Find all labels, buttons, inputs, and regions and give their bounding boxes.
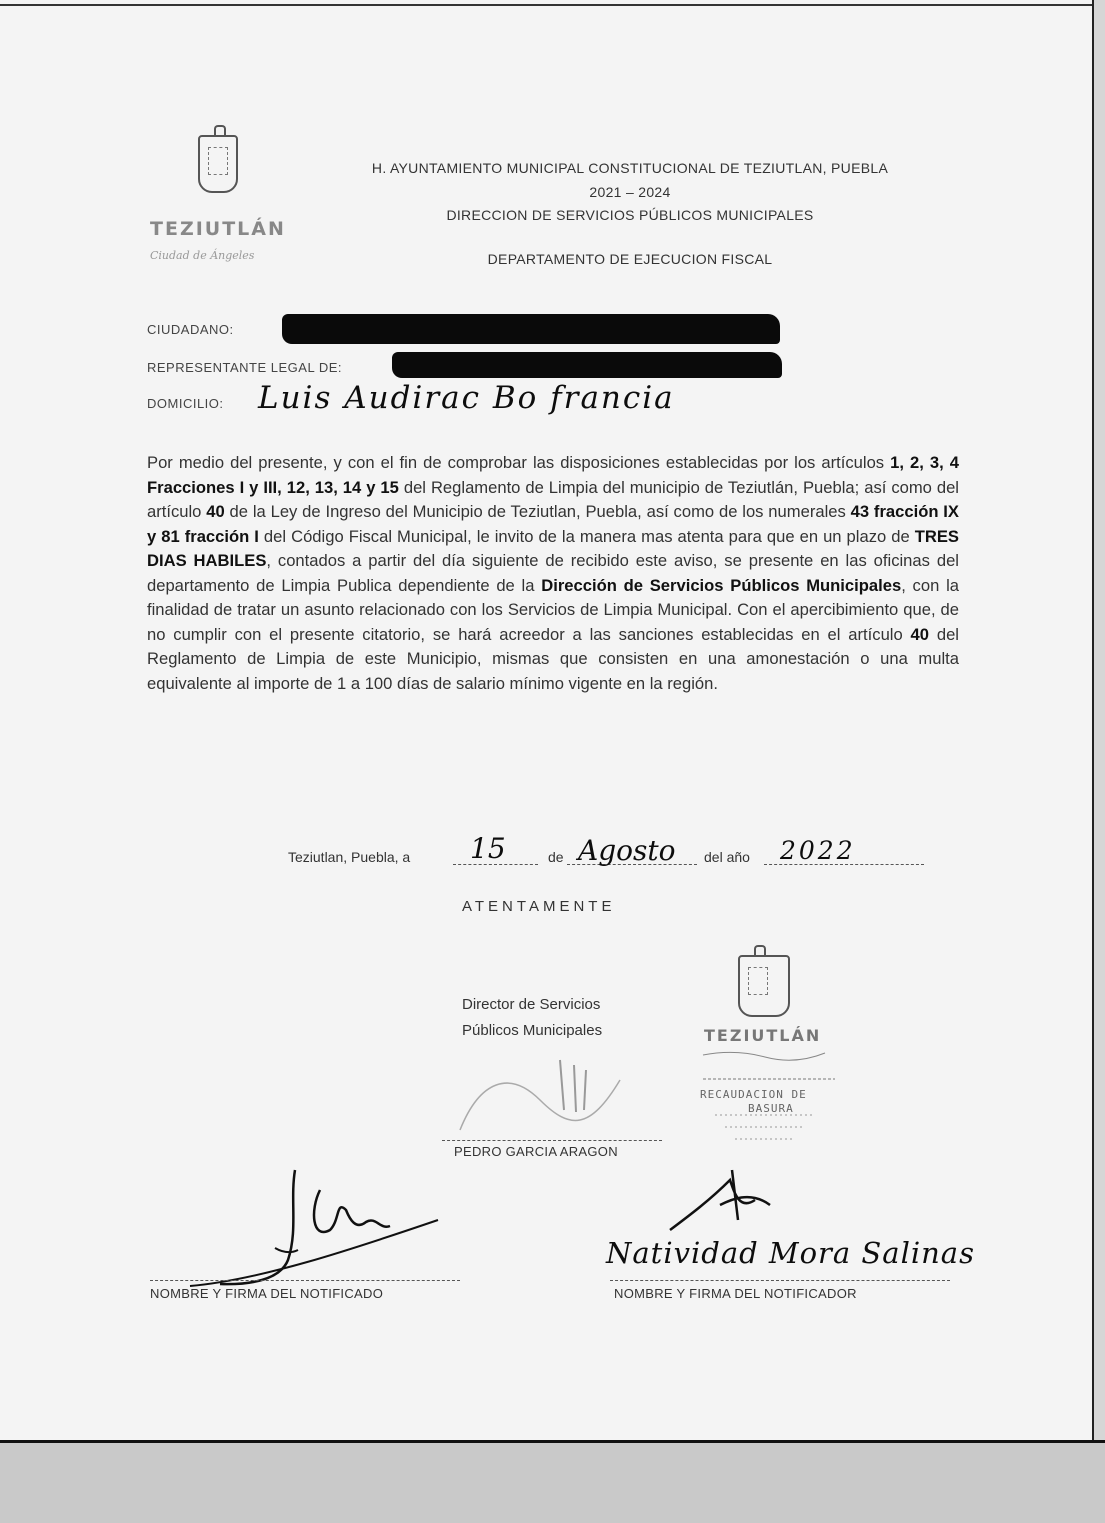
director-line-2: Públicos Municipales (462, 1022, 603, 1039)
ciudadano-redaction (282, 314, 780, 344)
director-name: PEDRO GARCIA ARAGON (454, 1144, 618, 1159)
logo-subtitle: Ciudad de Ángeles (150, 249, 255, 262)
header-direccion: DIRECCION DE SERVICIOS PÚBLICOS MUNICIPALES (446, 207, 814, 223)
body-text-4: del Código Fiscal Municipal, le invito de la manera mas atenta para que en un plazo de (258, 526, 915, 546)
header-ayuntamiento: H. AYUNTAMIENTO MUNICIPAL CONSTITUCIONAL DE TEZIUTLAN, PUEBLA (371, 160, 889, 176)
director-line-1: Director de Servicios (462, 996, 601, 1013)
body-text-6: , con la finalidad de tratar un asunto relacionado con los Servicios de Limpia Municipal. Con el apercibimiento que, de no cumplir con el presente citatorio, se hará acreedor a las sanciones establecidas en el artículo (147, 575, 959, 644)
stamp-title: TEZIUTLÁN (704, 1026, 822, 1045)
scan-bottom-margin (0, 1440, 1105, 1523)
notificador-label: NOMBRE Y FIRMA DEL NOTIFICADOR (614, 1286, 857, 1301)
body-bold-plazo: TRES DIAS HABILES (147, 526, 959, 570)
domicilio-label: DOMICILIO: (147, 396, 224, 411)
date-prefix: Teziutlan, Puebla, a (288, 849, 411, 865)
body-bold-articles: 1, 2, 3, 4 Fracciones I y III, 12, 13, 14 y 15 (147, 453, 959, 497)
domicilio-handwritten: Luis Audirac Bo francia (258, 380, 675, 416)
municipal-crest-icon (198, 135, 238, 193)
date-day-handwritten: 15 (470, 832, 506, 865)
date-del-anio: del año (704, 849, 750, 865)
date-month-handwritten: Agosto (578, 834, 676, 867)
stamp-crest-icon (738, 955, 790, 1017)
atentamente: ATENTAMENTE (462, 898, 616, 915)
notificador-signature-line (610, 1280, 950, 1281)
director-signature-line (442, 1140, 662, 1141)
body-bold-numerales: 43 fracción IX y 81 fracción I (147, 502, 959, 546)
representante-label: REPRESENTANTE LEGAL DE: (147, 360, 342, 375)
notificado-label: NOMBRE Y FIRMA DEL NOTIFICADO (150, 1286, 384, 1301)
body-text-5: , contados a partir del día siguiente de recibido este aviso, se presente en las oficinas del departamento de Limpia Publica dependiente de la (147, 551, 959, 595)
body-paragraph (147, 451, 959, 696)
notificado-signature-line (150, 1280, 460, 1281)
body-bold-article-40: 40 (206, 502, 225, 521)
stamp-scribbles (695, 1045, 845, 1155)
director-faint-signature (440, 1040, 640, 1140)
notificador-name-handwritten: Natividad Mora Salinas (606, 1236, 975, 1270)
notificador-signature (660, 1160, 780, 1240)
body-text-3: de la Ley de Ingreso del Municipio de Teziutlan, Puebla, así como de los numerales (224, 502, 851, 521)
date-year-handwritten: 2022 (780, 836, 856, 865)
stamp-line-2: BASURA (748, 1102, 794, 1115)
date-de: de (548, 849, 564, 865)
body-text-2: del Reglamento de Limpia del municipio de Teziutlán, Puebla; así como del artículo (147, 477, 959, 521)
representante-redaction (392, 352, 782, 378)
header-period: 2021 – 2024 (589, 184, 671, 200)
header-departamento: DEPARTAMENTO DE EJECUCION FISCAL (487, 251, 773, 267)
stamp-line-1: RECAUDACION DE (700, 1088, 807, 1101)
body-bold-direccion: Dirección de Servicios Públicos Municipales (541, 575, 902, 595)
body-text-1: Por medio del presente, y con el fin de comprobar las disposiciones establecidas por los artículos (147, 453, 891, 472)
body-text-7: del Reglamento de Limpia de este Municipio, mismas que consisten en una amonestación o una multa equivalente al importe de 1 a 100 días de salario mínimo vigente en la región. (147, 624, 959, 693)
logo-text: TEZIUTLÁN (150, 218, 286, 240)
ciudadano-label: CIUDADANO: (147, 322, 234, 337)
scan-edge-line (0, 4, 1092, 6)
body-bold-article-40b: 40 (910, 624, 930, 644)
notificado-signature (180, 1160, 450, 1300)
